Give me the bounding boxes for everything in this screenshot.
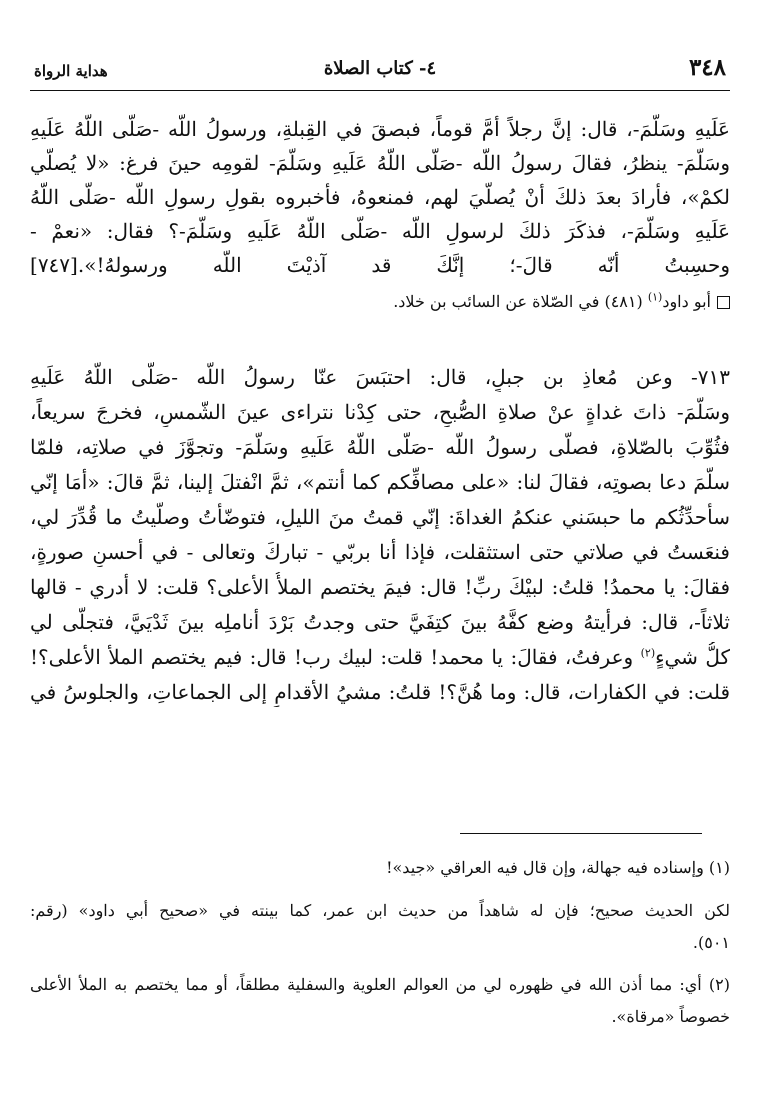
hadith-line: لكمْ»، فأرادَ بعدَ ذلكَ أنْ يُصلّيَ لهم، فمنعوهُ، فأخبروه بقولِ رسولِ اللّه -صَلَّى اللّهُ <box>30 185 730 209</box>
hadith-line: فثُوِّبَ بالصّلاةِ، فصلّى رسولُ اللّه -صَلَّى اللّهُ عَلَيهِ وسَلَّمَ- وتجوَّزَ في صلاتِه، فلمّا <box>30 435 730 459</box>
footnote-ref: (٢) <box>640 646 656 660</box>
hadith-line: فقالَ: يا محمدُ! قلتُ: لبيْكَ ربِّ! قال: فيمَ يختصم الملأُ الأعلى؟ قلت: لا أدري - قالها <box>30 575 730 599</box>
hadith-line: سأحدِّثُكم ما حبسَني عنكمُ الغداةَ: إنّي قمتُ منَ الليلِ، فتوضّأتُ وصلّيتُ ما قُدِّرَ لي، <box>30 505 730 529</box>
source-name: أبو داود <box>662 292 711 311</box>
footnote-2: (٢) أي: مما أذن الله في ظهوره لي من العوالم العلوية والسفلية مطلقاً، أو مما يختصم به الملأ الأعلى <box>30 975 730 994</box>
line-start: كلُّ شيءٍ <box>655 645 730 669</box>
book-title: هداية الرواة <box>34 62 108 80</box>
source-details: (٤٨١) في الصّلاة عن السائب بن خلاد. <box>393 292 648 311</box>
chapter-title: ٤- كتاب الصلاة <box>323 58 437 79</box>
hadith-line: قلت: في الكفارات، قال: وما هُنَّ؟! قلتُ: مشيُ الأقدامِ إلى الجماعاتِ، والجلوسُ في <box>30 680 730 704</box>
hadith-line: عَلَيهِ وسَلَّمَ-، فذكَرَ ذلكَ لرسولِ اللّه -صَلَّى اللّهُ عَلَيهِ وسَلَّمَ-؟ فقال: «نعمْ - <box>30 219 730 243</box>
hadith-line: ٧١٣- وعن مُعاذِ بن جبلٍ، قال: احتبَسَ عنّا رسولُ اللّه -صَلَّى اللّهُ عَلَيهِ <box>30 365 730 389</box>
hadith-line: ثلاثاً-، قال: فرأيتهُ وضع كفَّهُ بينَ كتِفَيَّ حتى وجدتُ بَرْدَ أناملِه بينَ ثَدْيَيَّ، فتجلّى لي <box>30 610 730 634</box>
line-end: وعرفتُ، فقالَ: يا محمد! قلت: لبيك رب! قال: فيم يختصم الملأ الأعلى؟! <box>30 645 634 669</box>
footnote-2-end: خصوصاً «مرقاة». <box>611 1007 730 1026</box>
footnote-ref: (١) <box>647 290 663 304</box>
hadith-line: عَلَيهِ وسَلَّمَ-، قال: إنَّ رجلاً أمَّ قوماً، فبصقَ في القِبلةِ، ورسولُ اللّه -صَلَّى اللّهُ عَلَيهِ <box>30 117 730 141</box>
footnote-1-end: ٥٠١). <box>692 933 730 952</box>
hadith-line: فنعَستُ في صلاتي حتى استثقلت، فإذا أنا بربّي - تباركَ وتعالى - في أحسنِ صورةٍ، <box>30 540 730 564</box>
footnote-1-continued: لكن الحديث صحيح؛ فإن له شاهداً من حديث ابن عمر، كما بينته في «صحيح أبي داود» (رقم: <box>30 901 730 920</box>
hadith-line: سلّمَ دعا بصوتِه، فقالَ لنا: «على مصافِّكم كما أنتم»، ثمَّ انْفتلَ إلينا، ثمَّ قالَ: «أمَا إنّي <box>30 470 730 494</box>
hadith-line: وحسِبتُ أنّه قالَ-؛ إنَّكَ قد آذيْتَ اللّه ورسولهُ!».[٧٤٧] <box>30 253 730 277</box>
square-bullet-icon <box>717 296 730 309</box>
hadith-line <box>30 642 730 672</box>
page-header <box>30 56 730 91</box>
hadith-line: وسَلَّمَ- ينظرُ، فقالَ رسولُ اللّه -صَلَّى اللّهُ عَلَيهِ وسَلَّمَ- لقومِه حينَ فرغ: «لا يُصلّي <box>30 151 730 175</box>
footnote-1: (١) وإسناده فيه جهالة، وإن قال فيه العراقي «جيد»! <box>386 858 730 877</box>
source-citation <box>30 290 730 314</box>
page-number: ٣٤٨ <box>688 54 726 81</box>
footnote-separator <box>460 833 702 834</box>
hadith-line: وسَلَّمَ- ذاتَ غداةٍ عنْ صلاةِ الصُّبحِ، حتى كِدْنا نتراءى عينَ الشّمسِ، فخرجَ سريعاً، <box>30 400 730 424</box>
